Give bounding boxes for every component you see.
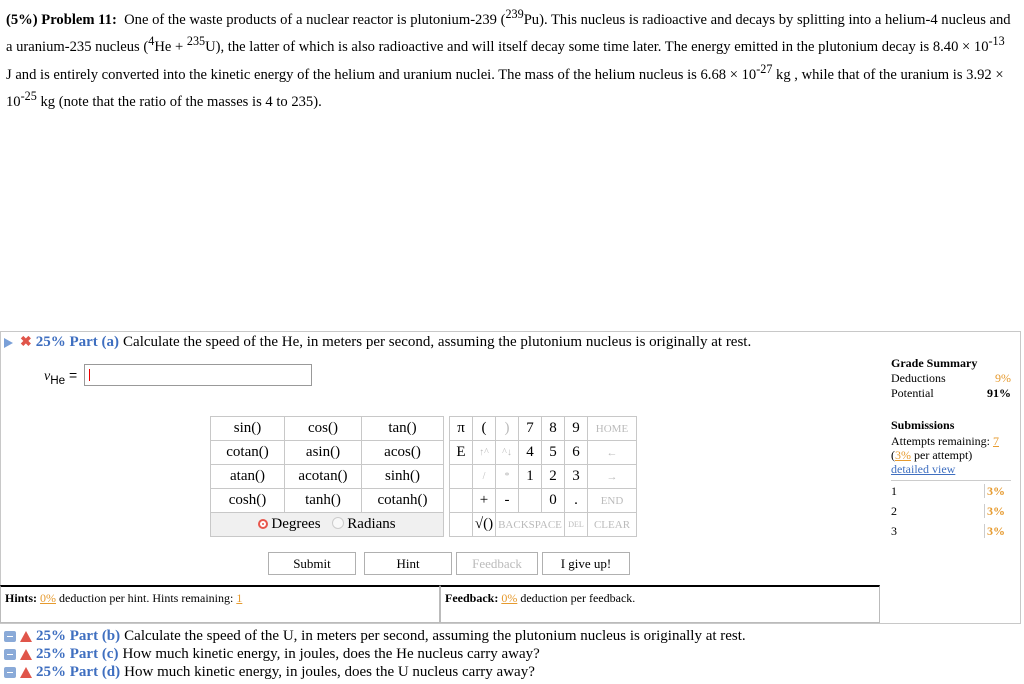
incorrect-x-icon: ✖ [20, 335, 32, 350]
cos-button[interactable]: cos() [285, 417, 362, 441]
submissions-panel: Submissions Attempts remaining: 7 (3% per attempt) detailed view 1 3% 2 3% 3 3% [891, 418, 1011, 541]
key-6[interactable]: 6 [565, 441, 588, 465]
submit-button[interactable]: Submit [268, 552, 356, 575]
give-up-button[interactable]: I give up! [542, 552, 630, 575]
sin-button[interactable]: sin() [211, 417, 285, 441]
atan-button[interactable]: atan() [211, 465, 285, 489]
cosh-button[interactable]: cosh() [211, 489, 285, 513]
sinh-button[interactable]: sinh() [362, 465, 444, 489]
plus-button[interactable]: + [473, 489, 496, 513]
tanh-button[interactable]: tanh() [285, 489, 362, 513]
feedback-deduction: 0% [501, 591, 518, 605]
grade-summary: Grade Summary Deductions 9% Potential 91% [891, 356, 1011, 400]
problem-statement: (5%) Problem 11: One of the waste products of a nuclear reactor is plutonium-239 ($^{239}$Pu). This nucleus is radioactive and decays by splitting into a helium-4 nucleus and a uranium-235 nucleus ($^4$He + $^{235}$U), the latter of which is also radioactive and will itself decay some time later. The energy emitted in the plutonium decay is $8.40 \times 10^{-13}$ J and is entirely converted into the kinetic energy of the helium and uranium nuclei. The mass of the helium nucleus is $6.68 \times 10^{-27}$ kg , while that of the uranium is $3.92 \times 10^{-25}$ kg (note that the ratio of the masses is 4 to 235). [6, 7, 1011, 110]
key-0[interactable]: 0 [542, 489, 565, 513]
text-caret [89, 369, 90, 381]
feedback-button[interactable]: Feedback [456, 552, 538, 575]
divide-button[interactable]: / [473, 465, 496, 489]
other-parts-list [4, 627, 746, 681]
part-d-row[interactable]: 25% Part (d) How much kinetic energy, in joules, does the U nucleus carry away? [4, 663, 746, 681]
part-c-row[interactable]: 25% Part (c) How much kinetic energy, in joules, does the He nucleus carry away? [4, 645, 746, 663]
radians-radio[interactable] [332, 517, 344, 529]
hints-panel: Hints: 0% deduction per hint. Hints remaining: 1 [0, 585, 440, 623]
answer-variable-label: $v_{He}$ = [44, 367, 78, 387]
submission-row: 2 3% [891, 501, 1011, 521]
submission-row: 1 3% [891, 481, 1011, 501]
asin-button[interactable]: asin() [285, 441, 362, 465]
function-keypad [210, 416, 444, 537]
key-7[interactable]: 7 [519, 417, 542, 441]
key-9[interactable]: 9 [565, 417, 588, 441]
problem-label: Problem 11: [41, 11, 117, 28]
key-4[interactable]: 4 [519, 441, 542, 465]
part-a-weight: 25% Part (a) [35, 334, 120, 350]
feedback-panel: Feedback: 0% deduction per feedback. [440, 585, 880, 623]
acos-button[interactable]: acos() [362, 441, 444, 465]
key-1[interactable]: 1 [519, 465, 542, 489]
right-arrow-button[interactable]: → [588, 465, 637, 489]
multiply-button[interactable]: * [496, 465, 519, 489]
angle-mode-row [211, 513, 444, 537]
collapse-icon[interactable] [4, 649, 16, 660]
degrees-label: Degrees [271, 516, 321, 532]
part-a-question: Calculate the speed of the He, in meters per second, assuming the plutonium nucleus is originally at rest. [123, 334, 752, 350]
warning-icon [20, 631, 32, 642]
warning-icon [20, 649, 32, 660]
left-arrow-button[interactable]: ← [588, 441, 637, 465]
grade-summary-title: Grade Summary [891, 356, 978, 370]
cotanh-button[interactable]: cotanh() [362, 489, 444, 513]
problem-weight: (5%) [6, 11, 38, 28]
answer-input[interactable] [84, 364, 312, 386]
potential-value: 91% [987, 386, 1011, 400]
backspace-button[interactable]: BACKSPACE [496, 513, 565, 537]
key-5[interactable]: 5 [542, 441, 565, 465]
key-3[interactable]: 3 [565, 465, 588, 489]
cotan-button[interactable]: cotan() [211, 441, 285, 465]
hint-button[interactable]: Hint [364, 552, 452, 575]
superscript-button[interactable]: ↑^ [473, 441, 496, 465]
number-keypad [449, 416, 637, 537]
key-8[interactable]: 8 [542, 417, 565, 441]
key-2[interactable]: 2 [542, 465, 565, 489]
deductions-value: 9% [995, 371, 1011, 385]
home-button[interactable]: HOME [588, 417, 637, 441]
end-button[interactable]: END [588, 489, 637, 513]
submissions-title: Submissions [891, 418, 955, 432]
e-button[interactable]: E [450, 441, 473, 465]
part-a-header [4, 334, 751, 351]
submission-row: 3 3% [891, 521, 1011, 541]
minus-button[interactable]: - [496, 489, 519, 513]
action-buttons [268, 552, 630, 575]
right-paren-button[interactable]: ) [496, 417, 519, 441]
collapse-icon[interactable] [4, 631, 16, 642]
detailed-view-link[interactable]: detailed view [891, 462, 956, 476]
decimal-button[interactable]: . [565, 489, 588, 513]
collapse-icon[interactable] [4, 667, 16, 678]
degrees-radio[interactable] [258, 519, 268, 529]
acotan-button[interactable]: acotan() [285, 465, 362, 489]
attempts-remaining: 7 [992, 434, 999, 448]
left-paren-button[interactable]: ( [473, 417, 496, 441]
sqrt-button[interactable]: √() [473, 513, 496, 537]
part-b-row[interactable]: 25% Part (b) Calculate the speed of the U, in meters per second, assuming the plutonium nucleus is originally at rest. [4, 627, 746, 645]
clear-button[interactable]: CLEAR [588, 513, 637, 537]
subscript-button[interactable]: ^↓ [496, 441, 519, 465]
delete-button[interactable]: DEL [565, 513, 588, 537]
expand-triangle-icon[interactable] [4, 338, 13, 348]
tan-button[interactable]: tan() [362, 417, 444, 441]
warning-icon [20, 667, 32, 678]
hint-deduction: 0% [40, 591, 57, 605]
pi-button[interactable]: π [450, 417, 473, 441]
radians-label: Radians [347, 516, 396, 532]
hints-remaining: 1 [236, 591, 243, 605]
